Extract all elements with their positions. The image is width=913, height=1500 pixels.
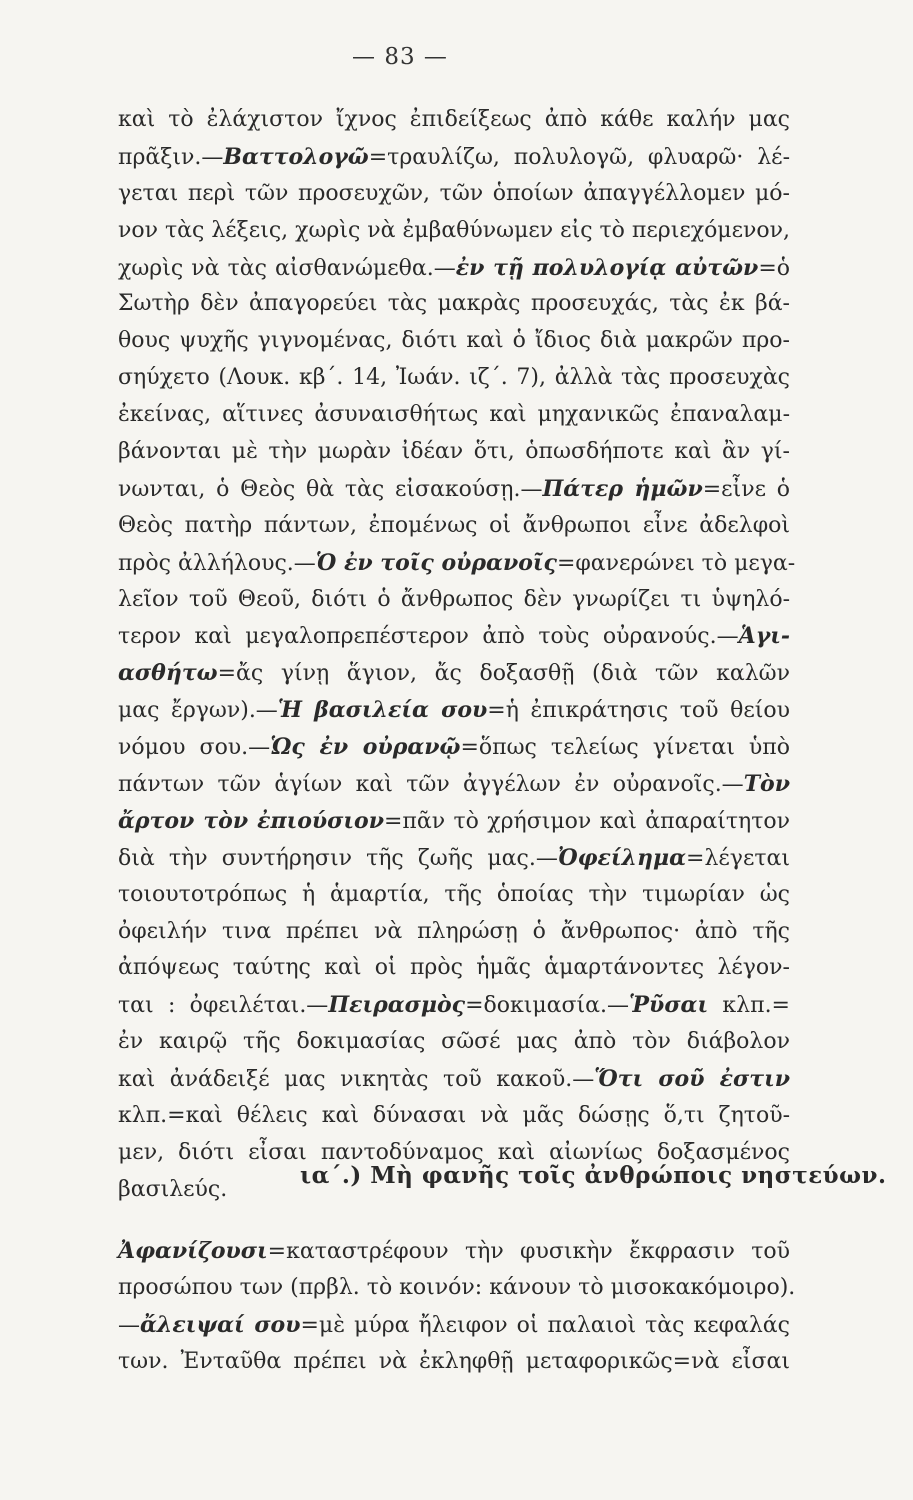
text-segment: λεῖον τοῦ Θεοῦ, διότι ὁ ἄνθρωπος δὲν γνωρίζει τι ὑψηλό- xyxy=(118,586,790,612)
text-line xyxy=(118,803,790,840)
emphasized-term: Ῥῦσαι xyxy=(629,992,709,1019)
emphasized-term: ασθήτω xyxy=(118,660,218,687)
emphasized-term: Ὅτι σοῦ ἐστιν xyxy=(594,1066,790,1093)
text-segment: πάντων τῶν ἁγίων καὶ τῶν ἀγγέλων ἐν οὐρανοῖς.— xyxy=(118,772,744,798)
text-line xyxy=(118,1307,790,1344)
text-segment: καὶ τὸ ἐλάχιστον ἴχνος ἐπιδείξεως ἀπὸ κάθε καλήν μας xyxy=(118,107,790,132)
text-segment: =φανερώνει τὸ μεγα- xyxy=(556,550,796,576)
text-line xyxy=(118,323,790,360)
text-line xyxy=(118,286,790,323)
text-segment: ται : ὀφειλέται.— xyxy=(118,993,329,1019)
emphasized-term: Πάτερ ἡμῶν xyxy=(542,475,703,502)
text-line xyxy=(118,729,790,766)
section-commentary-text xyxy=(118,1233,796,1381)
emphasized-term: ἐν τῇ πολυλογίᾳ αὐτῶν xyxy=(455,254,759,281)
text-line xyxy=(118,1233,790,1270)
text-line xyxy=(118,582,790,619)
text-line xyxy=(118,1098,790,1135)
text-line xyxy=(118,397,790,434)
text-line xyxy=(118,102,790,139)
emphasized-term: Ἡ βασιλεία σου xyxy=(277,697,488,724)
text-line xyxy=(118,139,790,176)
text-segment: ὀφειλήν τινα πρέπει νὰ πληρώσῃ ὁ ἄνθρωπος· ἀπὸ τῆς xyxy=(118,918,790,944)
text-segment: =λέγεται xyxy=(686,845,790,871)
section-heading: ια΄.) Μὴ φανῆς τοῖς ἀνθρώποις νηστεύων. xyxy=(300,1162,887,1189)
text-line xyxy=(118,766,790,803)
text-line xyxy=(118,1344,790,1381)
emphasized-term: ἄρτον τὸν ἐπιούσιον xyxy=(118,807,384,834)
text-segment: κλπ.=καὶ θέλεις καὶ δύνασαι νὰ μᾶς δώσῃς ὅ,τι ζητοῦ- xyxy=(118,1103,790,1129)
text-segment: θους ψυχῆς γιγνομένας, διότι καὶ ὁ ἴδιος διὰ μακρῶν προ- xyxy=(118,328,790,354)
text-segment: =καταστρέφουν τὴν φυσικὴν ἔκφρασιν τοῦ xyxy=(267,1239,790,1264)
text-segment: νόμου σου.— xyxy=(118,735,271,761)
text-segment: πρὸς ἀλλήλους.— xyxy=(118,550,316,576)
text-segment: Σωτὴρ δὲν ἀπαγορεύει τὰς μακρὰς προσευχάς, τὰς ἐκ βά- xyxy=(118,291,790,317)
commentary-text xyxy=(118,102,796,1209)
text-line xyxy=(118,1024,790,1061)
text-line xyxy=(118,250,790,287)
text-line xyxy=(118,213,790,250)
text-line xyxy=(118,360,790,397)
text-segment: προσώπου των (πρβλ. τὸ κοινόν: κάνουν τὸ μισοκακόμοιρο). xyxy=(118,1274,796,1300)
text-segment: =δοκιμασία.— xyxy=(465,993,630,1019)
text-segment: βάνονται μὲ τὴν μωρὰν ἰδέαν ὅτι, ὁπωσδήποτε καὶ ἂν γί- xyxy=(118,439,790,465)
text-line xyxy=(118,1061,790,1098)
text-segment: =πᾶν τὸ χρήσιμον καὶ ἀπαραίτητον xyxy=(384,808,791,834)
text-line xyxy=(118,987,790,1024)
text-line xyxy=(118,1270,796,1307)
text-line xyxy=(118,914,790,951)
text-segment: καὶ ἀνάδειξέ μας νικητὰς τοῦ κακοῦ.— xyxy=(118,1067,595,1093)
text-line xyxy=(118,950,790,987)
emphasized-term: Πειρασμὸς xyxy=(328,992,466,1019)
emphasized-term: Ὁ ἐν τοῖς οὐρανοῖς xyxy=(315,549,557,576)
emphasized-term: Ἀφανίζουσι xyxy=(118,1238,268,1264)
text-segment: μας ἔργων).— xyxy=(118,698,278,724)
text-segment: τοιουτοτρόπως ἡ ἁμαρτία, τῆς ὁποίας τὴν τιμωρίαν ὡς xyxy=(118,881,790,907)
text-line xyxy=(118,840,790,877)
text-segment: σηύχετο (Λουκ. κβ΄. 14, Ἰωάν. ιζ΄. 7), ἀλλὰ τὰς προσευχὰς xyxy=(118,365,790,391)
text-line xyxy=(118,618,790,655)
text-line xyxy=(118,692,790,729)
text-segment: =εἶνε ὁ xyxy=(702,476,790,502)
text-line xyxy=(118,508,790,545)
text-segment: =ὅπως τελείως γίνεται ὑπὸ xyxy=(460,735,790,761)
text-line xyxy=(118,655,790,692)
text-segment: =τραυλίζω, πολυλογῶ, φλυαρῶ· λέ- xyxy=(368,144,790,170)
text-segment: =ἡ ἐπικράτησις τοῦ θείου xyxy=(487,698,790,724)
text-line xyxy=(118,471,790,508)
text-segment: =ἄς γίνῃ ἅγιον, ἄς δοξασθῇ (διὰ τῶν καλῶν xyxy=(217,661,790,687)
text-segment: γεται περὶ τῶν προσευχῶν, τῶν ὁποίων ἀπαγγέλλομεν μό- xyxy=(118,180,790,206)
text-segment: βασιλεύς. xyxy=(118,1176,228,1202)
text-segment: ἀπόψεως ταύτης καὶ οἱ πρὸς ἡμᾶς ἁμαρτάνοντες λέγον- xyxy=(118,955,790,981)
text-segment: χωρὶς νὰ τὰς αἰσθανώμεθα.— xyxy=(118,255,456,281)
emphasized-term: Ὡς ἐν οὐρανῷ xyxy=(270,734,461,761)
emphasized-term: ἄλειψαί σου xyxy=(140,1311,301,1338)
emphasized-term: Βαττολογῶ xyxy=(223,143,369,170)
text-line xyxy=(118,176,790,213)
text-segment: των. Ἐνταῦθα πρέπει νὰ ἐκληφθῇ μεταφορικῶς=νὰ εἶσαι xyxy=(118,1348,790,1374)
text-segment: διὰ τὴν συντήρησιν τῆς ζωῆς μας.— xyxy=(118,845,558,871)
text-segment: νον τὰς λέξεις, χωρὶς νὰ ἐμβαθύνωμεν εἰς τὸ περιεχόμενον, xyxy=(118,217,790,243)
text-segment: =ὁ xyxy=(758,255,790,281)
emphasized-term: Ὀφείλημα xyxy=(557,844,687,871)
text-segment: ἐν καιρῷ τῆς δοκιμασίας σῶσέ μας ἀπὸ τὸν διάβολον xyxy=(118,1029,790,1055)
text-line xyxy=(118,545,796,582)
text-segment: μεν, διότι εἶσαι παντοδύναμος καὶ αἰωνίως δοξασμένος xyxy=(118,1139,790,1165)
text-segment: Θεὸς πατὴρ πάντων, ἐπομένως οἱ ἄνθρωποι εἶνε ἀδελφοὶ xyxy=(118,512,790,538)
page-number: — 83 — xyxy=(352,44,448,70)
text-segment: =μὲ μύρα ἤλειφον οἱ παλαιοὶ τὰς κεφαλάς xyxy=(300,1312,790,1338)
emphasized-term: Τὸν xyxy=(743,771,790,798)
text-segment: κλπ.= xyxy=(708,993,790,1019)
text-line xyxy=(118,877,790,914)
text-segment: τερον καὶ μεγαλοπρεπέστερον ἀπὸ τοὺς οὐρανούς.— xyxy=(118,624,739,650)
text-segment: — xyxy=(118,1312,140,1338)
emphasized-term: Ἁγι- xyxy=(738,623,790,650)
text-segment: ἐκείνας, αἵτινες ἀσυναισθήτως καὶ μηχανικῶς ἐπαναλαμ- xyxy=(118,402,790,428)
text-segment: πρᾶξιν.— xyxy=(118,144,224,170)
text-segment: νωνται, ὁ Θεὸς θὰ τὰς εἰσακούσῃ.— xyxy=(118,476,543,502)
text-line xyxy=(118,434,790,471)
